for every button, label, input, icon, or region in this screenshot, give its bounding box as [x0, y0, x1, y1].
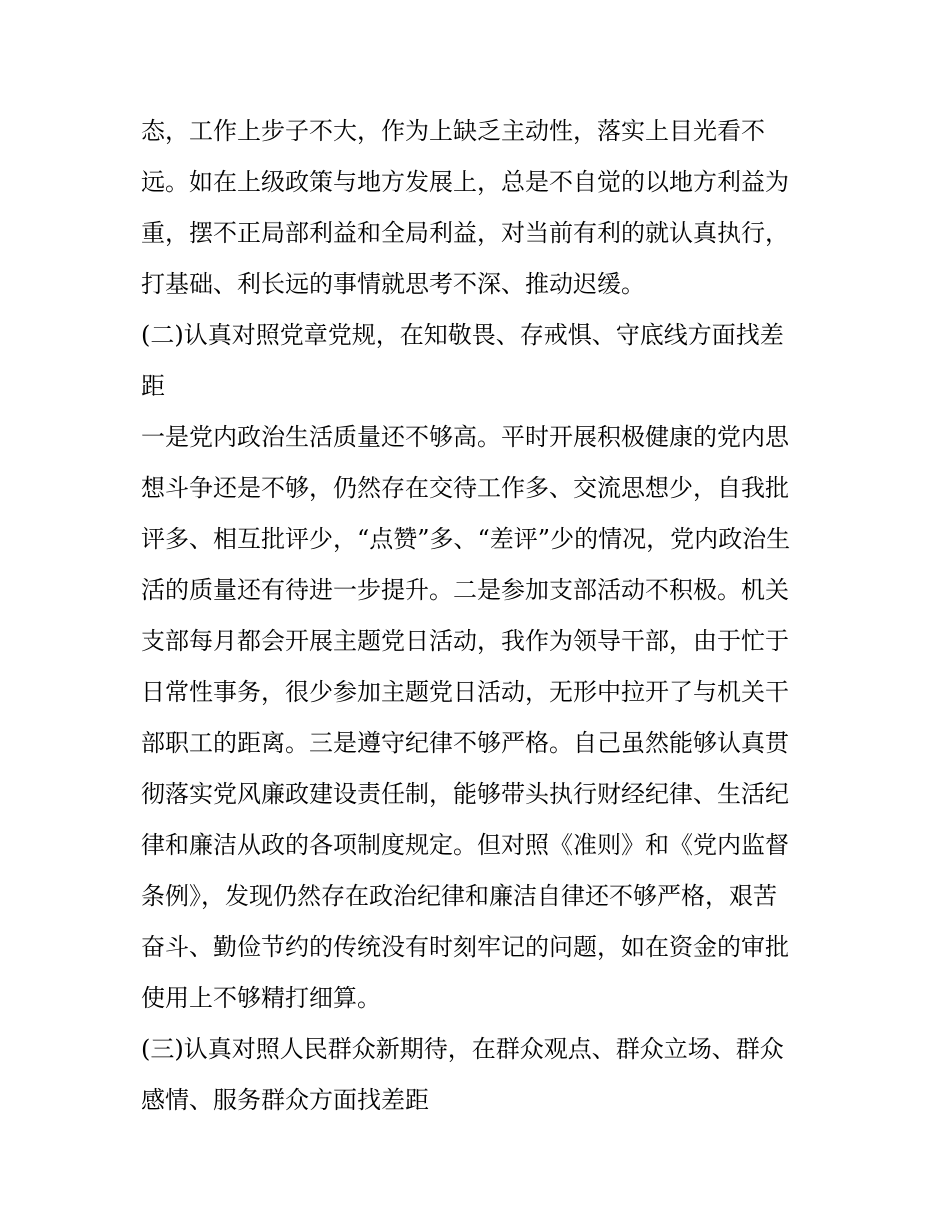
text-line: 重，摆不正局部利益和全局利益，对当前有利的就认真执行， [141, 219, 789, 247]
section-heading-line: 感情、服务群众方面找差距 [141, 1086, 429, 1114]
text-line: 远。如在上级政策与地方发展上，总是不自觉的以地方利益为 [141, 168, 789, 196]
text-line: 日常性事务，很少参加主题党日活动，无形中拉开了与机关干 [141, 678, 789, 706]
text-line: 一是党内政治生活质量还不够高。平时开展积极健康的党内思 [141, 423, 789, 451]
text-line: 使用上不够精打细算。 [141, 984, 381, 1012]
section-heading-line: (三)认真对照人民群众新期待，在群众观点、群众立场、群众 [141, 1035, 784, 1063]
document-body [141, 106, 813, 1126]
text-line: 律和廉洁从政的各项制度规定。但对照《准则》和《党内监督 [141, 831, 789, 859]
text-line: 部职工的距离。三是遵守纪律不够严格。自己虽然能够认真贯 [141, 729, 789, 757]
text-line: 活的质量还有待进一步提升。二是参加支部活动不积极。机关 [141, 576, 789, 604]
text-line: 条例》，发现仍然存在政治纪律和廉洁自律还不够严格，艰苦 [141, 882, 777, 910]
text-line: 奋斗、勤俭节约的传统没有时刻牢记的问题，如在资金的审批 [141, 933, 789, 961]
text-line: 支部每月都会开展主题党日活动，我作为领导干部，由于忙于 [141, 627, 789, 655]
text-line: 态，工作上步子不大，作为上缺乏主动性，落实上目光看不 [141, 117, 765, 145]
text-line: 打基础、利长远的事情就思考不深、推动迟缓。 [141, 270, 645, 298]
text-line: 评多、相互批评少，“点赞”多、“差评”少的情况，党内政治生 [141, 525, 791, 553]
section-heading-line: (二)认真对照党章党规，在知敬畏、存戒惧、守底线方面找差 [141, 321, 784, 349]
text-line: 想斗争还是不够，仍然存在交待工作多、交流思想少，自我批 [141, 474, 789, 502]
text-line: 彻落实党风廉政建设责任制，能够带头执行财经纪律、生活纪 [141, 780, 789, 808]
section-heading-line: 距 [141, 372, 165, 400]
